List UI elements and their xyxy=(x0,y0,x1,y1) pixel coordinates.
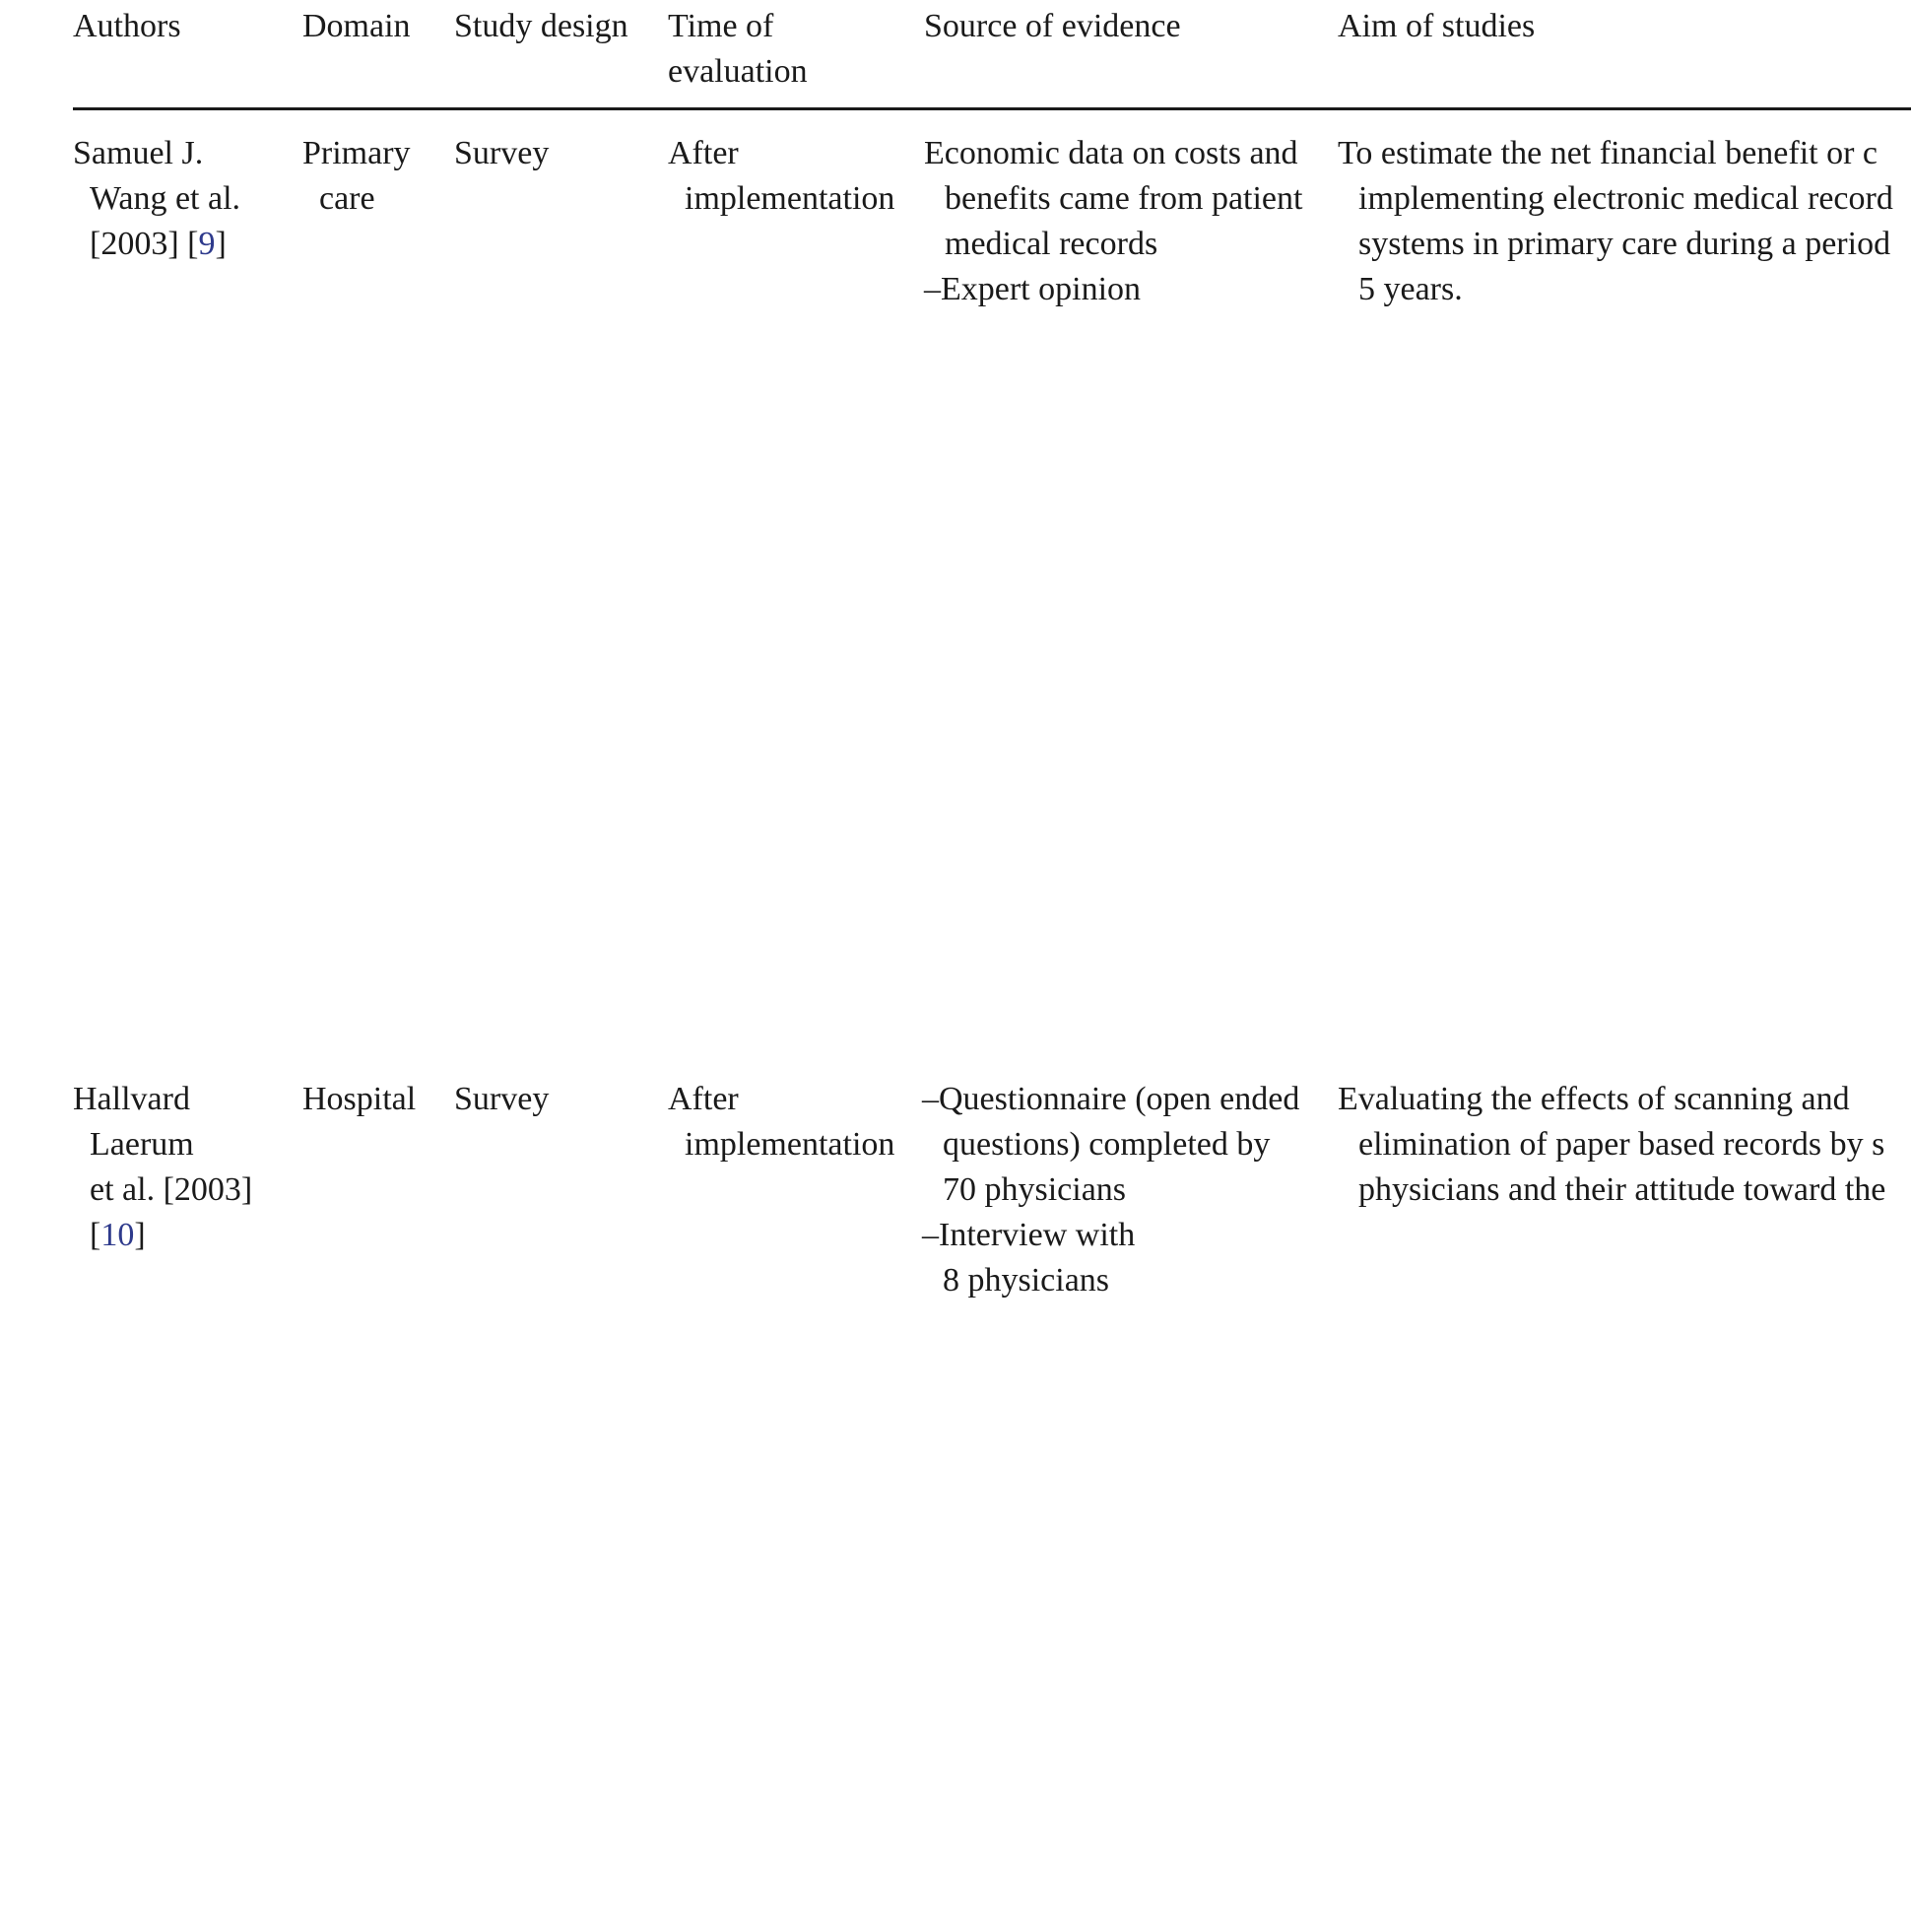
row2-domain-line1: Hospital xyxy=(302,1081,417,1117)
row1-source-line4: –Expert opinion xyxy=(924,271,1142,307)
row2-authors-line1: Hallvard xyxy=(73,1081,190,1117)
row2-source-line3: 70 physicians xyxy=(943,1171,1127,1208)
row2-time-line2: implementation xyxy=(685,1126,895,1163)
row2-aim-line1: Evaluating the effects of scanning and xyxy=(1338,1081,1850,1117)
row2-authors-line2: Laerum xyxy=(90,1126,194,1163)
header-aim-of-studies xyxy=(1338,4,1535,49)
row2-study-design-label: Survey xyxy=(454,1081,550,1117)
row2-reference-link[interactable]: 10 xyxy=(100,1217,135,1253)
header-source-of-evidence xyxy=(924,4,1181,49)
row1-authors-line2: Wang et al. xyxy=(90,180,241,217)
header-time-line1: Time of xyxy=(668,8,774,44)
row2-time xyxy=(668,1077,894,1167)
header-time-of-evaluation xyxy=(668,4,808,95)
header-domain-label: Domain xyxy=(302,8,411,44)
row1-aim xyxy=(1338,131,1893,312)
row1-study-design-label: Survey xyxy=(454,135,550,171)
row1-aim-line2: implementing electronic medical record xyxy=(1358,180,1893,217)
row2-aim-line3: physicians and their attitude toward the xyxy=(1358,1171,1886,1208)
row2-aim xyxy=(1338,1077,1885,1213)
row1-authors xyxy=(73,131,240,267)
header-authors xyxy=(73,4,181,49)
row1-domain-line2: care xyxy=(319,180,375,217)
row2-authors-line4 xyxy=(73,1213,252,1258)
row1-source xyxy=(924,131,1302,312)
header-time-line2: evaluation xyxy=(668,53,808,90)
row2-study-design xyxy=(454,1077,549,1122)
row2-authors xyxy=(73,1077,252,1258)
row1-authors-line3 xyxy=(73,222,240,267)
row2-authors-bracket-open: [ xyxy=(90,1217,101,1253)
row2-source-line4: –Interview with xyxy=(922,1217,1136,1253)
header-study-design xyxy=(454,4,628,49)
row1-time xyxy=(668,131,894,222)
row2-time-line1: After xyxy=(668,1081,739,1117)
row1-aim-line1: To estimate the net financial benefit or c xyxy=(1338,135,1878,171)
row1-time-line2: implementation xyxy=(685,180,895,217)
header-source-label: Source of evidence xyxy=(924,8,1181,44)
header-rule xyxy=(73,107,1911,110)
row2-domain xyxy=(302,1077,416,1122)
row1-domain xyxy=(302,131,411,222)
row1-authors-bracket: ] xyxy=(215,226,227,262)
row1-reference-link[interactable]: 9 xyxy=(198,226,216,262)
header-study-design-label: Study design xyxy=(454,8,628,44)
row1-source-line3: medical records xyxy=(945,226,1158,262)
row1-study-design xyxy=(454,131,549,176)
row1-time-line1: After xyxy=(668,135,739,171)
row2-authors-bracket-close: ] xyxy=(134,1217,146,1253)
row1-authors-line1: Samuel J. xyxy=(73,135,204,171)
row1-aim-line4: 5 years. xyxy=(1358,271,1463,307)
row2-authors-line3: et al. [2003] xyxy=(90,1171,253,1208)
header-authors-label: Authors xyxy=(73,8,181,44)
row1-authors-year: [2003] [ xyxy=(90,226,199,262)
row1-source-line2: benefits came from patient xyxy=(945,180,1303,217)
header-domain xyxy=(302,4,411,49)
row1-domain-line1: Primary xyxy=(302,135,411,171)
row2-source-line1: –Questionnaire (open ended xyxy=(922,1081,1300,1117)
header-aim-label: Aim of studies xyxy=(1338,8,1536,44)
row2-source xyxy=(922,1077,1299,1303)
row2-aim-line2: elimination of paper based records by s xyxy=(1358,1126,1885,1163)
row1-aim-line3: systems in primary care during a period xyxy=(1358,226,1891,262)
row2-source-line2: questions) completed by xyxy=(943,1126,1271,1163)
row2-source-line5: 8 physicians xyxy=(943,1262,1110,1299)
row1-source-line1: Economic data on costs and xyxy=(924,135,1298,171)
